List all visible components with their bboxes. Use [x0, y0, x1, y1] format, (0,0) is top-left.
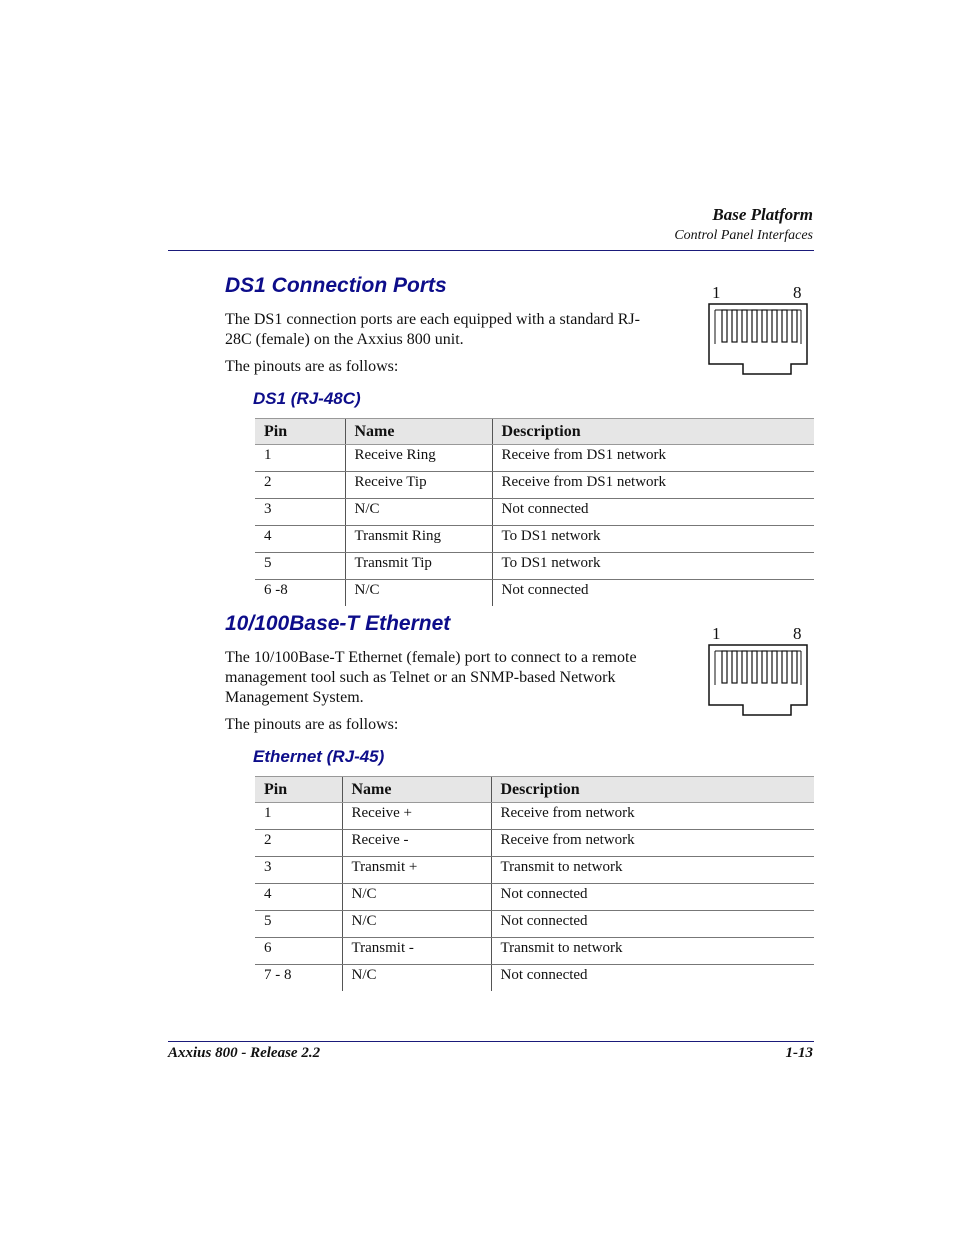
description-cell: Not connected	[491, 911, 814, 938]
ds1-connector-icon	[705, 302, 811, 384]
pin-cell: 1	[255, 445, 345, 472]
ds1-table-title: DS1 (RJ-48C)	[253, 389, 361, 408]
name-cell: N/C	[345, 580, 492, 607]
table-row	[255, 803, 814, 830]
description-cell: To DS1 network	[492, 553, 814, 580]
table-row	[255, 553, 814, 580]
description-cell: Receive from network	[491, 803, 814, 830]
ds1-heading: DS1 Connection Ports	[225, 274, 447, 297]
name-cell: N/C	[342, 911, 491, 938]
column-header-name: Name	[345, 419, 492, 445]
description-cell: Not connected	[492, 580, 814, 607]
name-cell: N/C	[345, 499, 492, 526]
footer-page-number: 1-13	[785, 1045, 813, 1061]
pin-cell: 6 -8	[264, 582, 288, 598]
table-header-row	[255, 777, 814, 803]
column-header-description: Description	[491, 777, 814, 803]
ethernet-connector-icon	[705, 643, 811, 725]
ethernet-pinouts-intro: The pinouts are as follows:	[225, 716, 399, 733]
footer-document-title: Axxius 800 - Release 2.2	[168, 1045, 321, 1061]
name-cell: Transmit Ring	[345, 526, 492, 553]
table-row	[255, 445, 814, 472]
table-row	[255, 938, 814, 965]
column-header-description: Description	[492, 419, 814, 445]
ethernet-pinout-table	[255, 776, 814, 991]
name-cell: Receive +	[342, 803, 491, 830]
name-cell: Receive Ring	[345, 445, 492, 472]
name-cell: Receive -	[342, 830, 491, 857]
pin-cell: 4	[255, 884, 342, 911]
ethernet-heading: 10/100Base-T Ethernet	[225, 612, 451, 635]
pin-cell: 5	[255, 553, 345, 580]
description-cell: Receive from DS1 network	[492, 472, 814, 499]
table-header-row	[255, 419, 814, 445]
table-row	[255, 911, 814, 938]
name-cell: N/C	[342, 965, 491, 992]
pin-cell: 4	[255, 526, 345, 553]
table-row	[255, 965, 814, 992]
table-row	[255, 857, 814, 884]
pin-cell: 3	[255, 499, 345, 526]
name-cell: Transmit +	[342, 857, 491, 884]
pin-cell: 1	[255, 803, 342, 830]
table-row	[255, 499, 814, 526]
pin-cell: 3	[255, 857, 342, 884]
pin-cell: 2	[255, 830, 342, 857]
column-header-pin: Pin	[255, 777, 342, 803]
ethernet-table-title: Ethernet (RJ-45)	[253, 747, 385, 766]
description-cell: Receive from network	[491, 830, 814, 857]
table-row	[255, 580, 814, 607]
ethernet-connector-pin1-label: 1	[712, 624, 721, 643]
column-header-name: Name	[342, 777, 491, 803]
ds1-paragraph: The DS1 connection ports are each equipped with a standard RJ-28C (female) on the Axxius 800 unit.	[225, 311, 640, 348]
name-cell: Receive Tip	[345, 472, 492, 499]
footer-rule	[168, 1041, 814, 1042]
pin-cell: 6	[255, 938, 342, 965]
ds1-pinouts-intro: The pinouts are as follows:	[225, 358, 399, 375]
ds1-pinout-table	[255, 418, 814, 606]
name-cell: Transmit -	[342, 938, 491, 965]
description-cell: Not connected	[492, 499, 814, 526]
description-cell: Not connected	[491, 965, 814, 992]
table-row	[255, 884, 814, 911]
pin-cell: 2	[255, 472, 345, 499]
pin-cell: 5	[255, 911, 342, 938]
name-cell: N/C	[342, 884, 491, 911]
table-row	[255, 830, 814, 857]
ethernet-paragraph: The 10/100Base-T Ethernet (female) port to connect to a remote management tool such as Telnet or an SNMP-based Network Management System.	[225, 649, 637, 706]
description-cell: To DS1 network	[492, 526, 814, 553]
header-subtitle: Control Panel Interfaces	[674, 228, 813, 243]
description-cell: Receive from DS1 network	[492, 445, 814, 472]
description-cell: Not connected	[491, 884, 814, 911]
table-row	[255, 526, 814, 553]
table-row	[255, 472, 814, 499]
ds1-connector-pin8-label: 8	[793, 283, 802, 302]
ethernet-connector-pin8-label: 8	[793, 624, 802, 643]
description-cell: Transmit to network	[491, 857, 814, 884]
column-header-pin: Pin	[255, 419, 345, 445]
header-rule	[168, 250, 814, 251]
pin-cell: 7 - 8	[264, 967, 292, 983]
description-cell: Transmit to network	[491, 938, 814, 965]
name-cell: Transmit Tip	[345, 553, 492, 580]
header-title: Base Platform	[712, 205, 813, 224]
ds1-connector-pin1-label: 1	[712, 283, 721, 302]
